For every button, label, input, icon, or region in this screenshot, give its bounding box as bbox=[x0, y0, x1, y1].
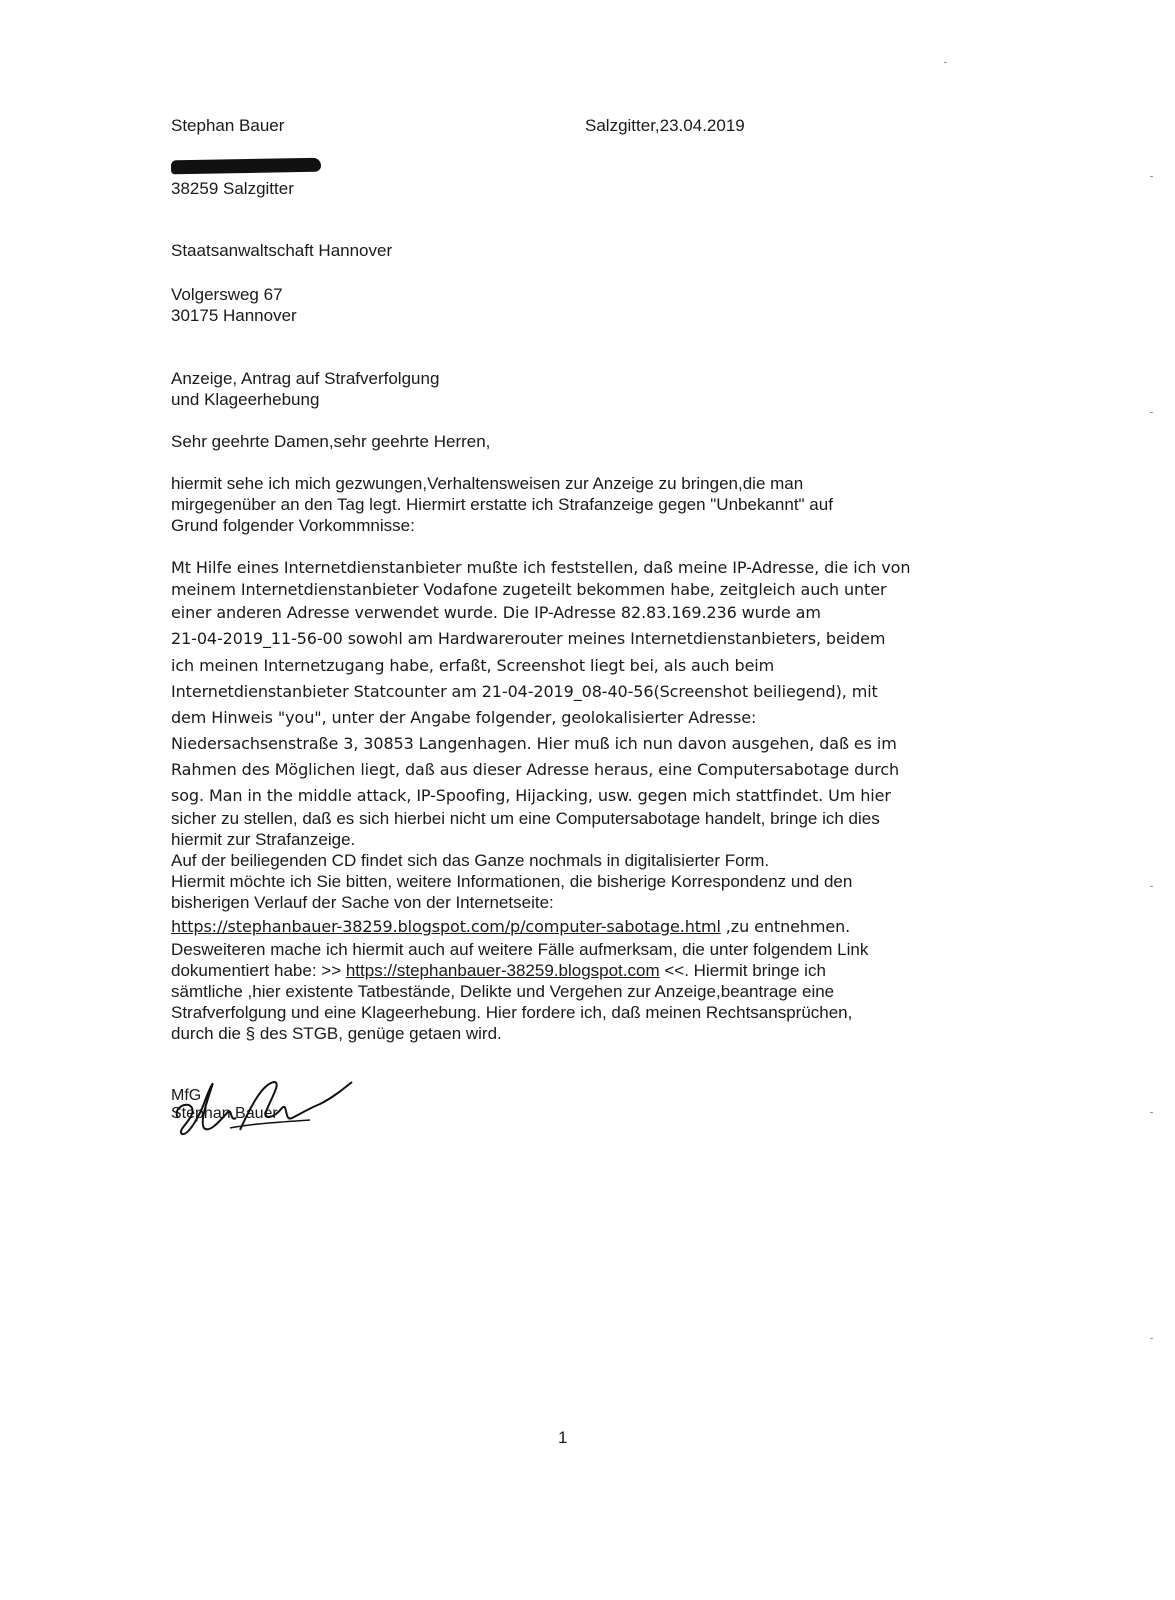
body-line: hiermit zur Strafanzeige. bbox=[171, 830, 356, 849]
blog-home-link[interactable]: https://stephanbauer-38259.blogspot.com bbox=[345, 961, 660, 980]
body-line: sämtliche ,hier existente Tatbestände, Delikte und Vergehen zur Anzeige,beantrage eine bbox=[171, 982, 835, 1001]
signature-icon bbox=[170, 1078, 360, 1138]
scan-speck bbox=[1150, 886, 1153, 887]
body-line bbox=[171, 916, 850, 937]
intro-line: Grund folgender Vorkommnisse: bbox=[171, 516, 415, 535]
redacted-street bbox=[171, 158, 321, 175]
body-line: meinem Internetdienstanbieter Vodafone zugeteilt bekommen habe, zeitgleich auch unter bbox=[171, 580, 887, 599]
scan-speck bbox=[1150, 1338, 1153, 1339]
recipient-org: Staatsanwaltschaft Hannover bbox=[171, 241, 393, 260]
body-line: ich meinen Internetzugang habe, erfaßt, Screenshot liegt bei, als auch beim bbox=[171, 656, 775, 675]
link-suffix-text: ,zu entnehmen. bbox=[720, 917, 851, 936]
page-number: 1 bbox=[558, 1428, 568, 1447]
link-postfix-text: <<. Hiermit bringe ich bbox=[659, 961, 826, 980]
closing-greeting: MfG bbox=[171, 1087, 202, 1104]
body-line: sicher zu stellen, daß es sich hierbei nicht um eine Computersabotage handelt, bringe ich dies bbox=[171, 809, 880, 828]
intro-line: hiermit sehe ich mich gezwungen,Verhaltensweisen zur Anzeige zu bringen,die man bbox=[171, 474, 804, 493]
body-line: Strafverfolgung und eine Klageerhebung. Hier fordere ich, daß meinen Rechtsansprüchen, bbox=[171, 1003, 853, 1022]
body-line: 21-04-2019_11-56-00 sowohl am Hardwarerouter meines Internetdienstanbieters, beidem bbox=[171, 629, 886, 648]
scan-speck bbox=[1150, 412, 1153, 413]
body-line: Hiermit möchte ich Sie bitten, weitere Informationen, die bisherige Korrespondenz und den bbox=[171, 872, 853, 891]
blog-page-link[interactable]: https://stephanbauer-38259.blogspot.com/p/computer-sabotage.html bbox=[171, 917, 721, 936]
body-line: dem Hinweis "you", unter der Angabe folgender, geolokalisierter Adresse: bbox=[171, 708, 757, 727]
body-line: Internetdienstanbieter Statcounter am 21-04-2019_08-40-56(Screenshot beiliegend), mit bbox=[171, 682, 878, 701]
body-line: durch die § des STGB, genüge getaen wird. bbox=[171, 1024, 502, 1043]
link-prefix-text: dokumentiert habe: >> bbox=[171, 961, 346, 980]
body-line: einer anderen Adresse verwendet wurde. Die IP-Adresse 82.83.169.236 wurde am bbox=[171, 603, 821, 622]
subject-line: Anzeige, Antrag auf Strafverfolgung bbox=[171, 369, 440, 388]
body-line: bisherigen Verlauf der Sache von der Internetseite: bbox=[171, 893, 554, 912]
sender-name: Stephan Bauer bbox=[171, 116, 285, 135]
subject-line: und Klageerhebung bbox=[171, 390, 320, 409]
body-line: Desweiteren mache ich hiermit auch auf weitere Fälle aufmerksam, die unter folgendem Link bbox=[171, 940, 869, 959]
scan-speck bbox=[944, 62, 947, 63]
scan-speck bbox=[1150, 1112, 1153, 1113]
body-line: Niedersachsenstraße 3, 30853 Langenhagen. Hier muß ich nun davon ausgehen, daß es im bbox=[171, 734, 897, 753]
sender-city: 38259 Salzgitter bbox=[171, 179, 294, 198]
intro-line: mirgegenüber an den Tag legt. Hiermirt erstatte ich Strafanzeige gegen "Unbekannt" auf bbox=[171, 495, 833, 514]
scan-speck bbox=[1150, 176, 1153, 177]
body-line bbox=[171, 960, 826, 981]
body-line: sog. Man in the middle attack, IP-Spoofing, Hijacking, usw. gegen mich stattfindet. Um hier bbox=[171, 786, 891, 805]
salutation: Sehr geehrte Damen,sehr geehrte Herren, bbox=[171, 432, 491, 451]
body-line: Rahmen des Möglichen liegt, daß aus dieser Adresse heraus, eine Computersabotage durch bbox=[171, 760, 900, 779]
body-line: Mt Hilfe eines Internetdienstanbieter mußte ich feststellen, daß meine IP-Adresse, die ich von bbox=[171, 558, 911, 577]
recipient-street: Volgersweg 67 bbox=[171, 285, 283, 304]
body-line: Auf der beiliegenden CD findet sich das Ganze nochmals in digitalisierter Form. bbox=[171, 851, 770, 870]
recipient-city: 30175 Hannover bbox=[171, 306, 297, 325]
closing-name: Stephan Bauer bbox=[171, 1105, 278, 1122]
place-date: Salzgitter,23.04.2019 bbox=[585, 116, 745, 135]
